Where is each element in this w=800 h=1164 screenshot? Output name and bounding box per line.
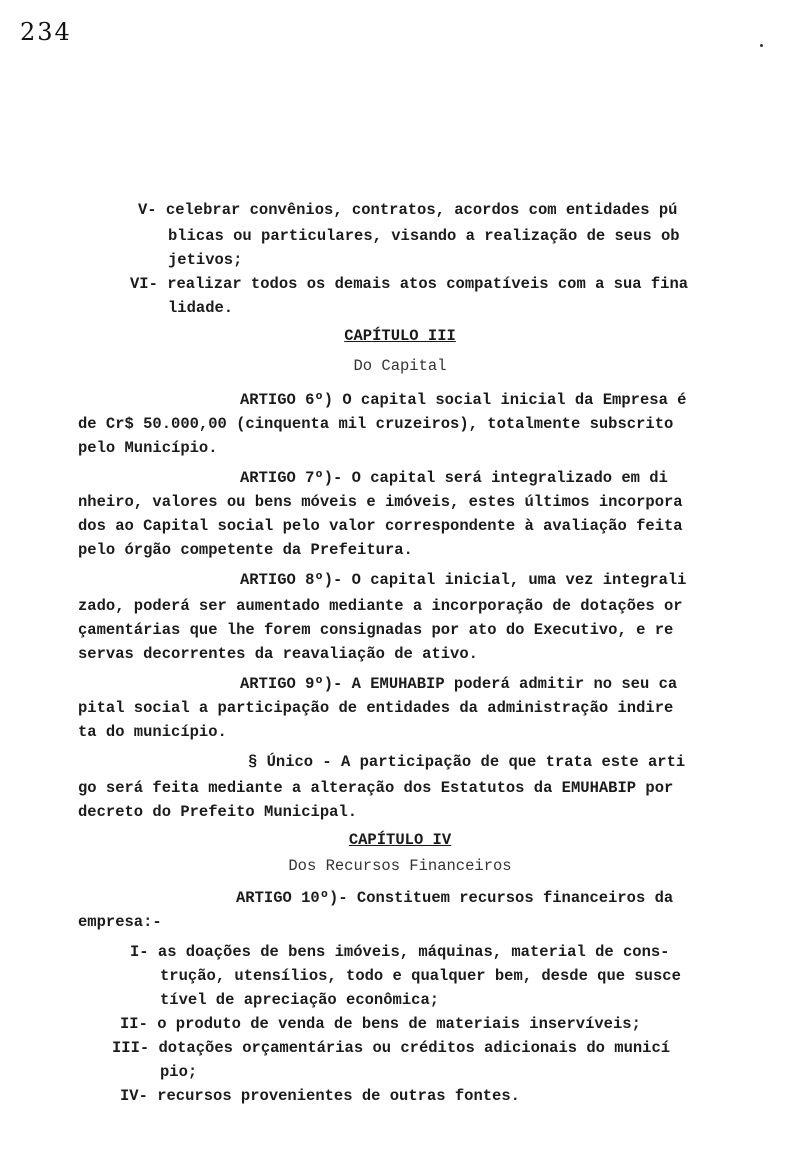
art10-line-2: empresa:- <box>78 913 162 931</box>
item-v-line-2: blicas ou particulares, visando a realização de seus ob <box>168 227 680 245</box>
item-i-line-2: trução, utensílios, todo e qualquer bem, desde que susce <box>160 967 681 985</box>
art7-line-2: nheiro, valores ou bens móveis e imóveis, estes últimos incorpora <box>78 493 683 511</box>
sole-paragraph-line-3: decreto do Prefeito Municipal. <box>78 803 358 821</box>
art8-line-4: servas decorrentes da reavaliação de ativo. <box>78 645 478 663</box>
item-iii-line-2: pio; <box>160 1063 198 1081</box>
art8-line-2: zado, poderá ser aumentado mediante a incorporação de dotações or <box>78 597 683 615</box>
chapter-3-subtitle: Do Capital <box>353 357 447 375</box>
art7-line-1: ARTIGO 7º)- O capital será integralizado em di <box>240 469 668 487</box>
art9-line-3: ta do município. <box>78 723 227 741</box>
art6-line-2: de Cr$ 50.000,00 (cinquenta mil cruzeiros), totalmente subscrito <box>78 415 674 433</box>
art7-line-3: dos ao Capital social pelo valor correspondente à avaliação feita <box>78 517 683 535</box>
chapter-3-title: CAPÍTULO III <box>344 327 456 345</box>
art6-line-3: pelo Município. <box>78 439 218 457</box>
scan-speck <box>760 44 763 47</box>
chapter-4-subtitle: Dos Recursos Financeiros <box>288 857 512 875</box>
art9-line-2: pital social a participação de entidades da administração indire <box>78 699 674 717</box>
art6-line-1: ARTIGO 6º) O capital social inicial da Empresa é <box>240 391 687 409</box>
item-vi-line-2: lidade. <box>168 299 234 317</box>
art8-line-3: çamentárias que lhe forem consignadas por ato do Executivo, e re <box>78 621 674 639</box>
item-vi-line-1: VI- realizar todos os demais atos compatíveis com a sua fina <box>130 275 689 293</box>
item-iv-line-1: IV- recursos provenientes de outras fontes. <box>120 1087 520 1105</box>
item-ii-line-1: II- o produto de venda de bens de materiais inservíveis; <box>120 1015 641 1033</box>
sole-paragraph-line-2: go será feita mediante a alteração dos Estatutos da EMUHABIP por <box>78 779 674 797</box>
art8-line-1: ARTIGO 8º)- O capital inicial, uma vez integrali <box>240 571 687 589</box>
item-i-line-1: I- as doações de bens imóveis, máquinas, material de cons- <box>130 943 670 961</box>
art9-line-1: ARTIGO 9º)- A EMUHABIP poderá admitir no seu ca <box>240 675 678 693</box>
sole-paragraph-line-1: § Único - A participação de que trata este arti <box>248 753 686 771</box>
page-number: 234 <box>20 18 72 46</box>
item-i-line-3: tível de apreciação econômica; <box>160 991 440 1009</box>
item-v-line-1: V- celebrar convênios, contratos, acordos com entidades pú <box>138 201 678 219</box>
item-iii-line-1: III- dotações orçamentárias ou créditos adicionais do municí <box>112 1039 671 1057</box>
chapter-4-title: CAPÍTULO IV <box>348 831 452 849</box>
art7-line-4: pelo órgão competente da Prefeitura. <box>78 541 413 559</box>
art10-line-1: ARTIGO 10º)- Constituem recursos financeiros da <box>236 889 674 907</box>
item-v-line-3: jetivos; <box>168 251 243 269</box>
